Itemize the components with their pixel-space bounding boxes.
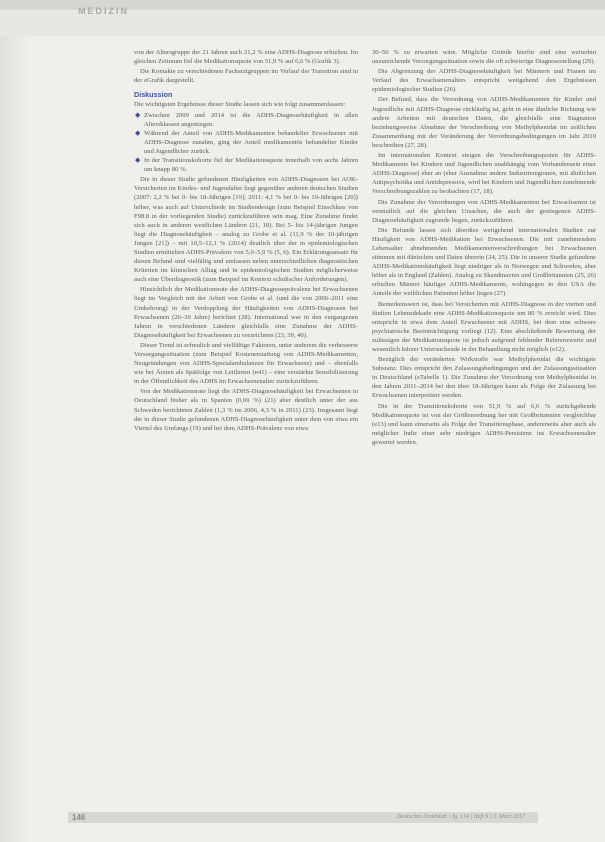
right-column [372,48,596,798]
list-item-text: Zwischen 2009 und 2014 ist die ADHS-Diagnosehäufigkeit in allen Altersklassen angestiegen. [144,111,358,128]
paragraph: Die wichtigsten Ergebnisse dieser Studie lassen sich wie folgt zusammenfassen: [134,101,346,109]
paragraph: Die in der Transitionskohorte von 51,9 % auf 6,6 % zurückgehende Medikationsquote ist von der Größenordnung her mit Großbritannien vergleichbar (e13) und kann einerseits als Folge der Transitionsphase, andererseits aber auch als möglicher Indiz einer sehr niedrigen ADHS-Persistenz ins Erwachsenenalter gewertet werden. [372,402,596,446]
paragraph: Hinsichtlich der Medikationsrate der ADHS-Diagnoseprävalenz bei Erwachsenen liegt im Vergleich mit der Arbeit von Grobe et al. (und die von 2006–2011 eine Umkehrung) in der Verdopplung der Häufigkeiten von ADHS-Diagnosen bei Erwachsenen (26–30 Jahre) berichtet (28). International war in den vergangenen Jahren in verschiedenen Ländern gleichfalls eine Zunahme der ADHS-Diagnosehäufigkeit bei Erwachsenen zu verzeichnen (23, 39, 40). [134,286,358,339]
list-item-text: In der Transitionskohorte fiel der Medikationsquote innerhalb von sechs Jahren um knapp 80 %. [144,157,358,174]
bullet-icon: ◆ [135,128,141,137]
section-tag: MEDIZIN [78,6,129,16]
page-edge-shadow [0,36,30,842]
paragraph: 30–50 % zu erwarten wäre. Mögliche Gründe hierfür sind eine weiterhin unzureichende Versorgungssituation sowie die oft schwierige Diagnosestellung (29). [372,49,596,66]
list-item [134,129,358,156]
paragraph: Die Kontakte zu verschiedenen Facharztgruppen im Verlauf der Transition sind in der eGrafik dargestellt. [134,68,358,85]
list-item [134,111,358,129]
paragraph: Bemerkenswert ist, dass bei Versicherten mit ADHS-Diagnose in der vierten und fünften Lebensdekade eine ADHS-Medikationsquote um 80 % erreicht wird. Dies entspricht in etwa dem Anteil Erwachsener mit ADHS, bei dem eine schwere psychiatrische Beeinträchtigung vorliegt (12). Eine abschließende Bewertung der zulässigen der Medikationsquote ist jedoch aufgrund fehlender Referenzwerte und wesentlich kürzer Untersuchende in der Behandlung nicht möglich (e12). [372,300,596,353]
paragraph: Die Abgrenzung der ADHS-Diagnosehäufigkeit bei Männern und Frauen im Verlauf des Erwachsenenalters entspricht weitgehend den Ergebnissen epidemiologischer Studien (26). [372,68,596,94]
header-band [0,0,605,36]
paragraph: Bezüglich der veränderten Wirkstoffe war Methylphenidat die wichtigste Substanz. Dies entspricht den Zulassungsbedingungen und der Zulassungssituation in Deutschland (eTabelle 1). Die Zunahme der Verordnung von Methylphenidat in den Jahren 2011–2014 bei den über 18-Jährigen kann als Folge der Zulassung bei Erwachsenen interpretiert werden. [372,356,596,400]
paragraph: Der Befund, dass die Verordnung von ADHS-Medikamenten für Kinder und Jugendliche mit ADHS-Diagnose rückläufig ist, geht in eine ähnliche Richtung wie andere Arbeiten mit deutschen Daten, die gleichfalls eine Stagnation beziehungsweise Abnahme der Verschreibung von Methylphenidat im zeitlichen Zusammenhang mit der Veränderung der Verordnungsbedingungen im Jahr 2010 beschreiben (27, 28). [372,96,596,149]
paragraph: Die in dieser Studie gefundenen Häufigkeiten von ADHS-Diagnosen bei AOK-Versicherten im Kindes- und Jugendalter liegt gegenüber anderen deutschen Studien (2007: 2,2 % bei 0- bis 18-Jährigen [19]; 2011: 4,1 % bei 0- bis 19-Jährigen [20]) höher, was auch auf Unterschiede im Studiendesign (zum Beispiel Einschluss von F98.8 in der vorliegenden Studie) zurückzuführen sein mag. Eine Zunahme findet sich auch in anderen westlichen Ländern (21, 18). Bei 5- bis 14-jährigen Jungen liegt die Diagnosehäufigkeit – analog zu Grobe et al. (11,9 % der 10-jährigen Jungen [21]) – mit 10,5–12,1 % (2014) deutlich über der in epidemiologischen Studien ermittelten ADHS-Prävalenz von 5,0–5,9 % (5, 6). Ein Erklärungsansatz für diesen Befund sind vielfältig und umfassen neben unterschiedlichen diagnostischen Kriterien im klinischen Alltag und in epidemiologischen Studien möglicherweise auch eine Überdiagnostik (zum Beispiel im Kontext schulischer Anforderungen). [134,176,358,284]
paragraph: Die Befunde lassen sich überdies weitgehend internationalen Studien zur Häufigkeit von ADHS-Medikation bei Erwachsenen. Die mit zunehmendem Lebensalter abnehmenden Medikamentenverschreibungen bei Erwachsenen stimmen mit dänischen und Daten überein (24, 25). Die in unserer Studie gefundene ADHS-Medikationshäufigkeit liegt niedriger als in Norwegen und Schweden, aber höher als in England (Zahlen). Analog zu Skandinavien und Großbritannien (25, 26) erhielten Männer häufiger ADHS-Medikamente, wohingegen in den USA die Anteile der weiblichen Patienten höher liegen (27). [372,226,596,298]
paragraph: Im internationalen Kontext steigen die Verschreibungsquoten für ADHS-Medikamente bei Kindern und Jugendlichen unabhängig vom Vorhandensein einer ADHS-Diagnose) eher an (eher Ausnahme andere Industrieregionen, mit ähnlichen Antipsychotika und Antidepressiva, wird bei Kindern und Jugendlichen zunehmende Verschreibungszahlen zu beobachten (17, 18). [372,152,596,196]
paragraph: Von der Medikationsrate liegt die ADHS-Diagnosehäufigkeit bei Erwachsenen in Deutschland bisher als in Spanien (0,69 %) (21) aber deutlich unter der aus Schweden berichteten Zahlen (1,3 % im 2006, 4,3 % in 2011) (23). Insgesamt liegt die in dieser Studie gefundenen ADHS-Diagnosehäufigkeit unter dem von etwa ein Viertel des Umfangs (19) und bei dem ADHS-Prävalenz von etwa [134,388,358,432]
page-number: 146 [72,813,86,822]
bullet-icon: ◆ [135,110,141,119]
paragraph: von der Altersgruppe der 21 Jahren auch 21,2 % eine ADHS-Diagnose erhielten. Im gleichen Zeitraum fiel die Medikationsquote von 51,9 % auf 6,6 % (Grafik 3). [134,49,358,66]
bullet-list [134,111,358,175]
paragraph: Die Zunahme der Verordnungen von ADHS-Medikamenten bei Erwachsenen ist vermutlich auf die gleichen Ursachen, die auch der gestiegenen ADHS-Diagnosehäufigkeit zugrunde liegen, zurückzuführen. [372,198,596,224]
list-item [134,156,358,174]
section-heading: Diskussion [134,90,173,100]
list-item-text: Während der Anteil von ADHS-Medikamenten behandelter Erwachsener mit ADHS-Diagnose zunahm, ging der Anteil medikamentös behandelter Kinder und Jugendlicher zurück. [144,129,358,155]
journal-citation: Deutsches Ärzteblatt | Jg. 114 | Heft 9 | 3. März 2017 [397,814,525,820]
bullet-icon: ◆ [135,156,141,165]
paragraph: Dieser Trend ist erfreulich und vielfältige Faktoren, unter anderem die verbesserte Versorgungssituation (zum Beispiel Kostenerstattung von ADHS-Medikamenten, Neugründungen von ADHS-Spezialambulanzen für Erwachsene) und – ebenfalls wie bei Ärzten als Spätfolge von Leitlinien (n41) – eine verstärkte Sensibilisierung in der Öffentlichkeit des ADHS im Erwachsenenalter zurückzuführen. [134,341,358,386]
left-column [134,48,358,798]
